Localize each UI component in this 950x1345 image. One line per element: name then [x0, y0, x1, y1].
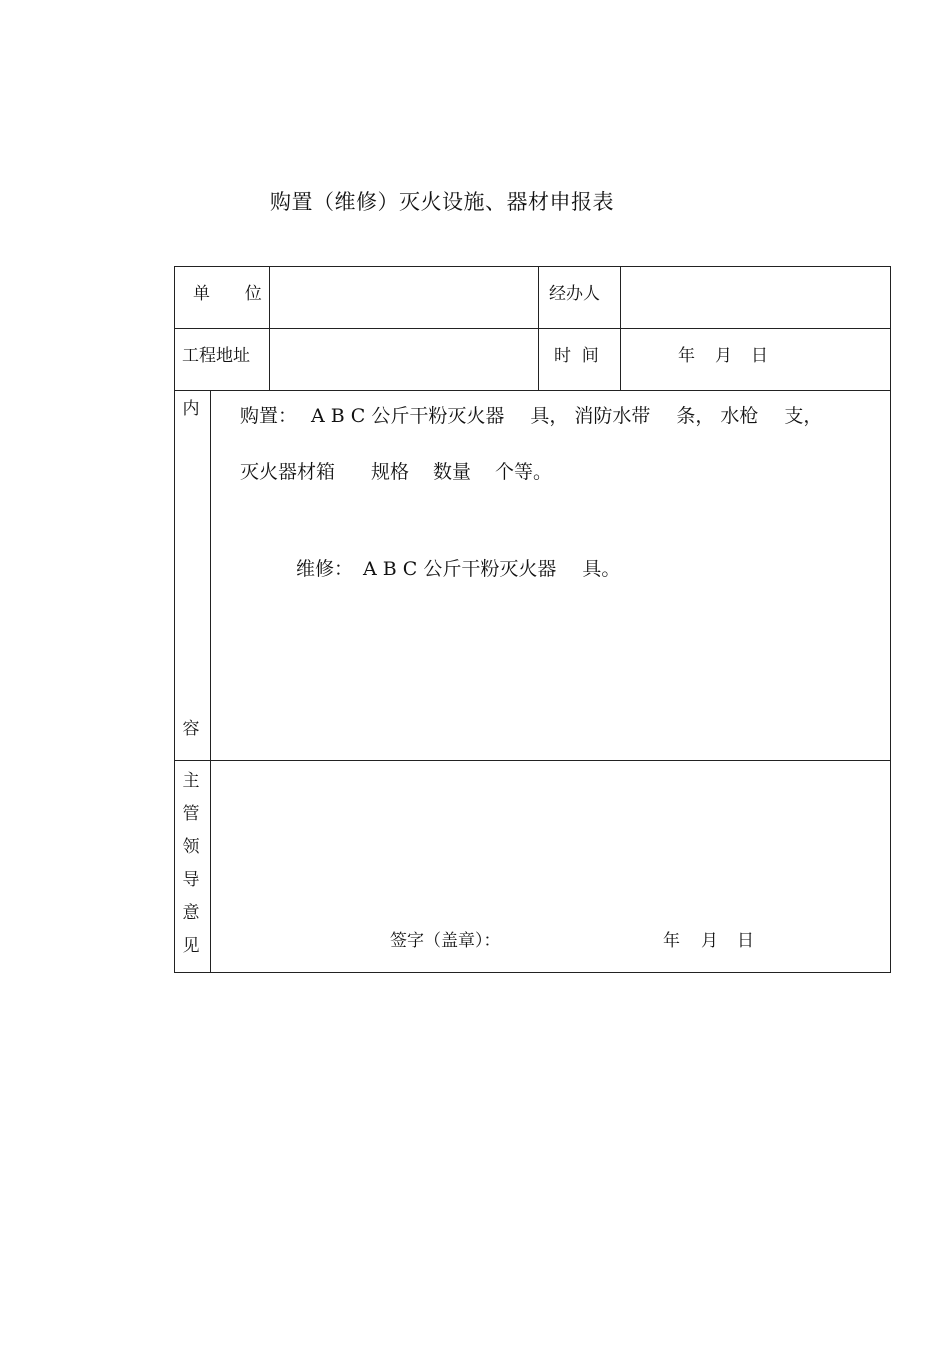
col-divider-1 — [269, 267, 270, 390]
purchase-spec: 规格 — [371, 461, 410, 483]
address-field[interactable] — [275, 341, 530, 381]
content-label-bottom: 容 — [182, 719, 200, 739]
purchase-unit-ju: 具， — [530, 405, 569, 427]
purchase-qty: 数量 — [433, 461, 472, 483]
purchase-cabinet: 灭火器材箱 — [240, 461, 336, 483]
handler-label: 经办人 — [549, 284, 600, 304]
purchase-unit-ge: 个等。 — [495, 461, 553, 483]
purchase-unit-tiao: 条， — [676, 405, 715, 427]
col-divider-2 — [538, 267, 539, 390]
opinion-label-char-2: 管 — [182, 804, 200, 824]
time-label: 时 间 — [554, 346, 599, 366]
opinion-label-char-3: 领 — [182, 837, 200, 857]
unit-label: 单 位 — [193, 284, 262, 304]
opinion-date-year: 年 — [663, 931, 680, 951]
repair-unit: 具。 — [582, 558, 621, 580]
opinion-label-char-1: 主 — [182, 771, 200, 791]
date-month: 月 — [715, 346, 732, 366]
opinion-label-char-5: 意 — [182, 903, 200, 923]
content-label-top: 内 — [182, 399, 200, 419]
row-divider-3 — [175, 760, 890, 761]
purchase-hose: 消防水带 — [574, 405, 651, 427]
date-day: 日 — [751, 346, 768, 366]
row-divider-1 — [175, 328, 890, 329]
application-form — [174, 266, 891, 973]
opinion-label — [181, 765, 201, 963]
label-col-divider — [210, 390, 211, 973]
date-year: 年 — [678, 346, 695, 366]
handler-field[interactable] — [627, 279, 882, 319]
opinion-label-char-4: 导 — [182, 870, 200, 890]
unit-field[interactable] — [275, 279, 530, 319]
repair-model: A B C — [363, 558, 418, 580]
row-divider-2 — [175, 390, 890, 391]
purchase-prefix: 购置： — [240, 405, 298, 427]
opinion-date-month: 月 — [701, 931, 718, 951]
repair-extinguisher: 公斤干粉灭火器 — [423, 558, 557, 580]
purchase-line-1 — [240, 401, 822, 428]
purchase-model: A B C — [311, 405, 366, 427]
purchase-unit-zhi: 支， — [784, 405, 823, 427]
col-divider-3 — [620, 267, 621, 390]
repair-prefix: 维修： — [296, 558, 354, 580]
opinion-date-day: 日 — [737, 931, 754, 951]
opinion-label-char-6: 见 — [182, 936, 200, 956]
purchase-line-2 — [240, 457, 552, 484]
purchase-extinguisher: 公斤干粉灭火器 — [371, 405, 505, 427]
repair-line — [296, 554, 620, 581]
purchase-nozzle: 水枪 — [720, 405, 759, 427]
signature-label: 签字（盖章）： — [390, 931, 501, 951]
address-label: 工程地址 — [182, 346, 250, 366]
page-title: 购置（维修）灭火设施、器材申报表 — [270, 190, 614, 214]
